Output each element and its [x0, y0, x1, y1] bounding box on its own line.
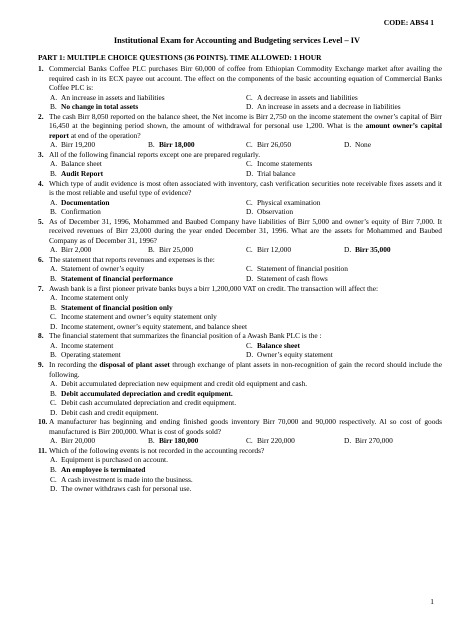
option-text: Birr 12,000 [257, 245, 292, 255]
option-text: Operating statement [61, 350, 121, 360]
answer-option [246, 198, 442, 208]
answer-option [50, 198, 246, 208]
option-letter: B. [50, 169, 57, 179]
option-letter: C. [246, 245, 253, 255]
answer-option [50, 159, 246, 169]
option-text: No change in total assets [61, 102, 139, 112]
option-letter: A. [50, 455, 58, 465]
question-item [38, 179, 442, 217]
answer-options [38, 379, 442, 417]
option-text: Birr 18,000 [159, 140, 195, 150]
option-text: Balance sheet [257, 340, 300, 350]
option-letter: D. [50, 407, 58, 417]
question-text: The statement that reports revenues and expenses is the: [49, 254, 215, 264]
option-letter: D. [50, 321, 58, 331]
option-text: Income statement and owner’s equity statement only [61, 312, 217, 322]
option-letter: A. [50, 92, 58, 102]
answer-option [50, 140, 148, 150]
answer-option [344, 140, 442, 150]
answer-option [50, 379, 442, 389]
answer-option [50, 169, 246, 179]
option-text: Trial balance [257, 169, 296, 179]
option-text: An increase in assets and liabilities [61, 92, 165, 102]
option-letter: A. [50, 140, 58, 150]
answer-option [246, 264, 442, 274]
option-text: A cash investment is made into the business. [61, 474, 193, 484]
question-item [38, 331, 442, 360]
option-letter: C. [246, 264, 253, 274]
option-text: Birr 35,000 [355, 245, 391, 255]
question-list [38, 64, 442, 494]
question-text: Which of the following events is not recorded in the accounting records? [49, 445, 265, 455]
option-letter: D. [246, 169, 254, 179]
option-text: Statement of cash flows [257, 274, 328, 284]
question-text: In recording the disposal of plant asset through exchange of plant assets in non-recognition of gain the record should include the following. [49, 359, 443, 379]
answer-option [246, 102, 442, 112]
question-item [38, 417, 442, 446]
answer-option [50, 303, 442, 313]
answer-option [246, 245, 344, 255]
option-letter: B. [50, 274, 57, 284]
option-text: Birr 2,000 [61, 245, 92, 255]
option-letter: A. [50, 293, 58, 303]
answer-option [50, 455, 442, 465]
option-letter: D. [344, 140, 352, 150]
option-text: Income statements [257, 159, 313, 169]
answer-option [50, 398, 442, 408]
option-text: Documentation [61, 197, 110, 207]
answer-option [50, 245, 148, 255]
question-item [38, 360, 442, 417]
option-letter: D. [50, 484, 58, 494]
option-letter: A. [50, 379, 58, 389]
question-text: As of December 31, 1996, Mohammed and Baubed Company have liabilities of Birr 5,000 and owner’s equity of Birr 7,000. It received revenues of Birr 23,000 during the year ended December 31, 1996. What are the assets for Mohammed and Baubed Company as of December 31, 1996? [49, 216, 442, 245]
option-letter: D. [246, 207, 254, 217]
option-letter: A. [50, 436, 58, 446]
option-text: Statement of financial performance [61, 274, 173, 284]
option-text: Birr 26,050 [257, 140, 292, 150]
option-letter: D. [344, 245, 352, 255]
option-text: Statement of financial position [257, 264, 348, 274]
answer-option [148, 140, 246, 150]
option-letter: B. [50, 302, 57, 312]
answer-option [246, 341, 442, 351]
option-letter: B. [50, 102, 57, 112]
question-text: The financial statement that summarizes the financial position of a Awash Bank PLC is the : [49, 331, 322, 341]
question-item [38, 255, 442, 284]
option-letter: C. [246, 340, 253, 350]
question-item [38, 217, 442, 255]
option-letter: A. [50, 245, 58, 255]
question-item [38, 284, 442, 332]
option-letter: A. [50, 159, 58, 169]
question-text: Which type of audit evidence is most often associated with inventory, cash verification securities note receivable fixes assets and it is the most reliable and useful type of evidence? [49, 178, 442, 198]
option-letter: C. [246, 436, 253, 446]
question-number: 9. [38, 359, 44, 369]
answer-option [50, 93, 246, 103]
exam-title: Institutional Exam for Accounting and Budgeting services Level – IV [113, 36, 361, 45]
option-text: Observation [257, 207, 294, 217]
answer-option [148, 245, 246, 255]
question-number: 11. [38, 445, 47, 455]
question-item [38, 446, 442, 494]
option-text: Birr 180,000 [159, 436, 199, 446]
answer-options [38, 293, 442, 331]
answer-option [148, 436, 246, 446]
option-text: Birr 20,000 [61, 436, 96, 446]
option-text: Statement of financial position only [61, 302, 173, 312]
answer-options [38, 140, 442, 150]
option-letter: B. [50, 207, 57, 217]
option-letter: C. [246, 92, 253, 102]
option-text: Debit accumulated depreciation and credit equipment. [61, 388, 233, 398]
option-letter: C. [246, 197, 253, 207]
question-text: All of the following financial reports except one are prepared regularly. [49, 149, 261, 159]
option-text: Owner’s equity statement [257, 350, 333, 360]
part-heading: PART 1: MULTIPLE CHOICE QUESTIONS (36 POINTS). TIME ALLOWED: 1 HOUR [38, 53, 322, 62]
answer-option [50, 293, 442, 303]
option-text: Debit cash and credit equipment. [61, 407, 159, 417]
page-number: 1 [430, 597, 434, 606]
answer-option [344, 436, 442, 446]
answer-options [38, 264, 442, 283]
question-text: The cash Birr 8,050 reported on the balance sheet, the Net income is Birr 2,750 on the income statement the owner’s capital of Birr 16,450 at the beginning period shown, the amount of withdrawal for personal use 1,200. What is the amount owner’s capital report at end of the operation? [49, 111, 442, 140]
answer-options [38, 436, 442, 446]
option-letter: B. [50, 350, 57, 360]
answer-option [50, 322, 442, 332]
option-text: Birr 270,000 [355, 436, 393, 446]
question-number: 6. [38, 254, 44, 264]
question-number: 1. [38, 64, 44, 73]
option-letter: A. [50, 340, 58, 350]
option-letter: C. [246, 159, 253, 169]
answer-option [50, 207, 246, 217]
option-text: Birr 220,000 [257, 436, 295, 446]
option-text: A decrease in assets and liabilities [257, 92, 358, 102]
option-letter: B. [148, 436, 155, 446]
question-number: 3. [38, 149, 44, 159]
option-letter: D. [344, 436, 352, 446]
option-letter: D. [246, 350, 254, 360]
option-text: Statement of owner’s equity [61, 264, 145, 274]
answer-option [246, 140, 344, 150]
answer-option [50, 264, 246, 274]
question-text: Awash bank is a first pioneer private banks buys a birr 1,200,000 VAT on credit. The transaction will affect the: [49, 283, 379, 293]
option-text: Income statement, owner’s equity statement, and balance sheet [61, 321, 247, 331]
option-text: Birr 19,200 [61, 140, 96, 150]
question-text: A manufacturer has beginning and ending finished goods inventory Birr 70,000 and 90,000 respectively. Al so cost of goods manufactured is Birr 200,000. What is cost of goods sold? [49, 417, 442, 436]
question-number: 7. [38, 283, 44, 293]
option-text: An employee is terminated [61, 464, 146, 474]
option-letter: D. [246, 102, 254, 112]
option-text: Income statement [61, 340, 114, 350]
option-letter: C. [50, 474, 57, 484]
option-letter: C. [246, 140, 253, 150]
answer-option [50, 389, 442, 399]
option-letter: C. [50, 398, 57, 408]
option-text: Confirmation [61, 207, 101, 217]
answer-option [50, 465, 442, 475]
answer-option [246, 350, 442, 360]
answer-options [38, 455, 442, 493]
question-number: 10. [38, 417, 48, 427]
option-text: Debit cash accumulated depreciation and credit equipment. [61, 398, 237, 408]
option-text: Income statement only [61, 293, 129, 303]
option-letter: B. [148, 140, 155, 150]
answer-options [38, 159, 442, 178]
question-number: 5. [38, 216, 44, 226]
option-text: An increase in assets and a decrease in liabilities [257, 102, 401, 112]
answer-option [246, 436, 344, 446]
answer-options [38, 198, 442, 217]
option-letter: B. [50, 388, 57, 398]
answer-option [246, 207, 442, 217]
answer-option [50, 274, 246, 284]
option-letter: C. [50, 312, 57, 322]
answer-options [38, 93, 442, 112]
answer-option [246, 169, 442, 179]
option-letter: D. [246, 274, 254, 284]
option-text: None [355, 140, 372, 150]
answer-option [50, 484, 442, 494]
answer-options [38, 341, 442, 360]
option-letter: B. [50, 464, 57, 474]
question-number: 4. [38, 178, 44, 188]
option-letter: A. [50, 264, 58, 274]
answer-option [344, 245, 442, 255]
answer-option [50, 341, 246, 351]
option-text: Balance sheet [61, 159, 102, 169]
option-letter: B. [148, 245, 155, 255]
option-text: Birr 25,000 [159, 245, 194, 255]
answer-option [50, 436, 148, 446]
question-item [38, 112, 442, 150]
answer-option [246, 93, 442, 103]
answer-options [38, 245, 442, 255]
answer-option [50, 312, 442, 322]
answer-option [50, 350, 246, 360]
answer-option [50, 102, 246, 112]
answer-option [50, 475, 442, 485]
question-text: Commercial Banks Coffee PLC purchases Birr 60,000 of coffee from Ethiopian Commodity Exchange market after availing the required cash in its ECX payee out account. The effect on the components of the basic accounting equation of Commercial Banks Coffee PLC is: [49, 64, 442, 93]
answer-option [246, 159, 442, 169]
answer-option [246, 274, 442, 284]
question-item [38, 64, 442, 112]
question-item [38, 150, 442, 179]
option-text: Audit Report [61, 169, 104, 179]
option-text: Debit accumulated depreciation new equipment and credit old equipment and cash. [61, 379, 308, 389]
question-number: 2. [38, 111, 44, 121]
answer-option [50, 408, 442, 418]
option-text: Physical examination [257, 197, 321, 207]
option-text: The owner withdraws cash for personal use. [61, 484, 192, 494]
question-number: 8. [38, 331, 44, 341]
option-text: Equipment is purchased on account. [61, 455, 168, 465]
exam-code: CODE: ABS4 1 [383, 18, 434, 27]
option-letter: A. [50, 197, 58, 207]
